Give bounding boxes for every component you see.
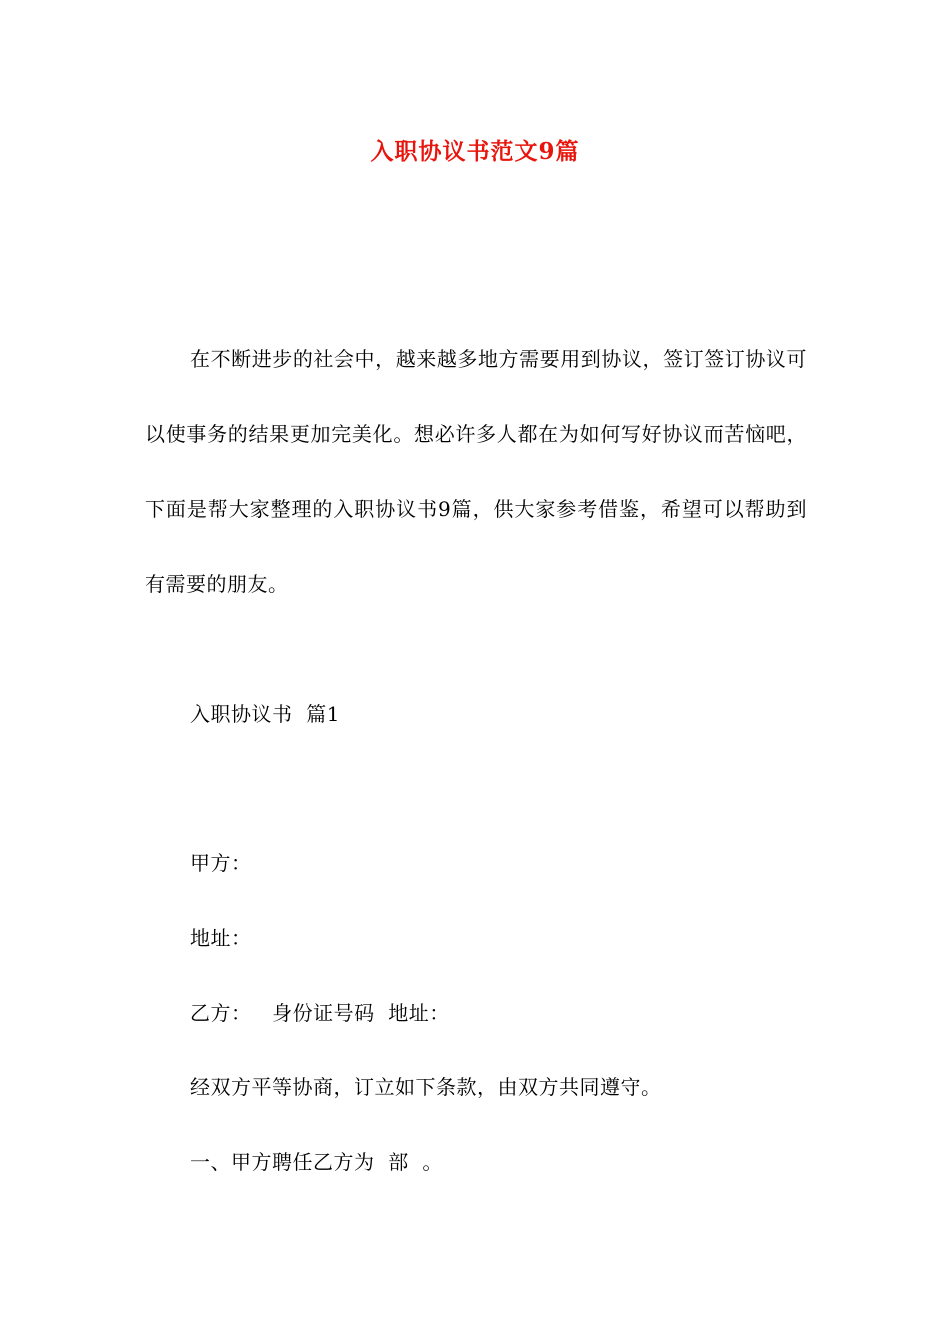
agreement-line: 经双方平等协商，订立如下条款，由双方共同遵守。	[190, 1075, 662, 1099]
section-heading: 入职协议书 篇1	[190, 702, 340, 726]
document-title: 入职协议书范文9篇	[370, 138, 580, 165]
party-a-line: 甲方：	[190, 851, 252, 875]
clause-1-line: 一、甲方聘任乙方为 部 。	[190, 1150, 443, 1174]
party-b-line: 乙方： 身份证号码 地址：	[190, 1001, 450, 1025]
address-line: 地址：	[190, 926, 252, 950]
intro-paragraph: 在不断进步的社会中，越来越多地方需要用到协议，签订签订协议可以使事务的结果更加完美化。想必许多人都在为如何写好协议而苦恼吧，下面是帮大家整理的入职协议书9篇，供大家参考借鉴，希望可以帮助到有需要的朋友。	[145, 347, 807, 596]
